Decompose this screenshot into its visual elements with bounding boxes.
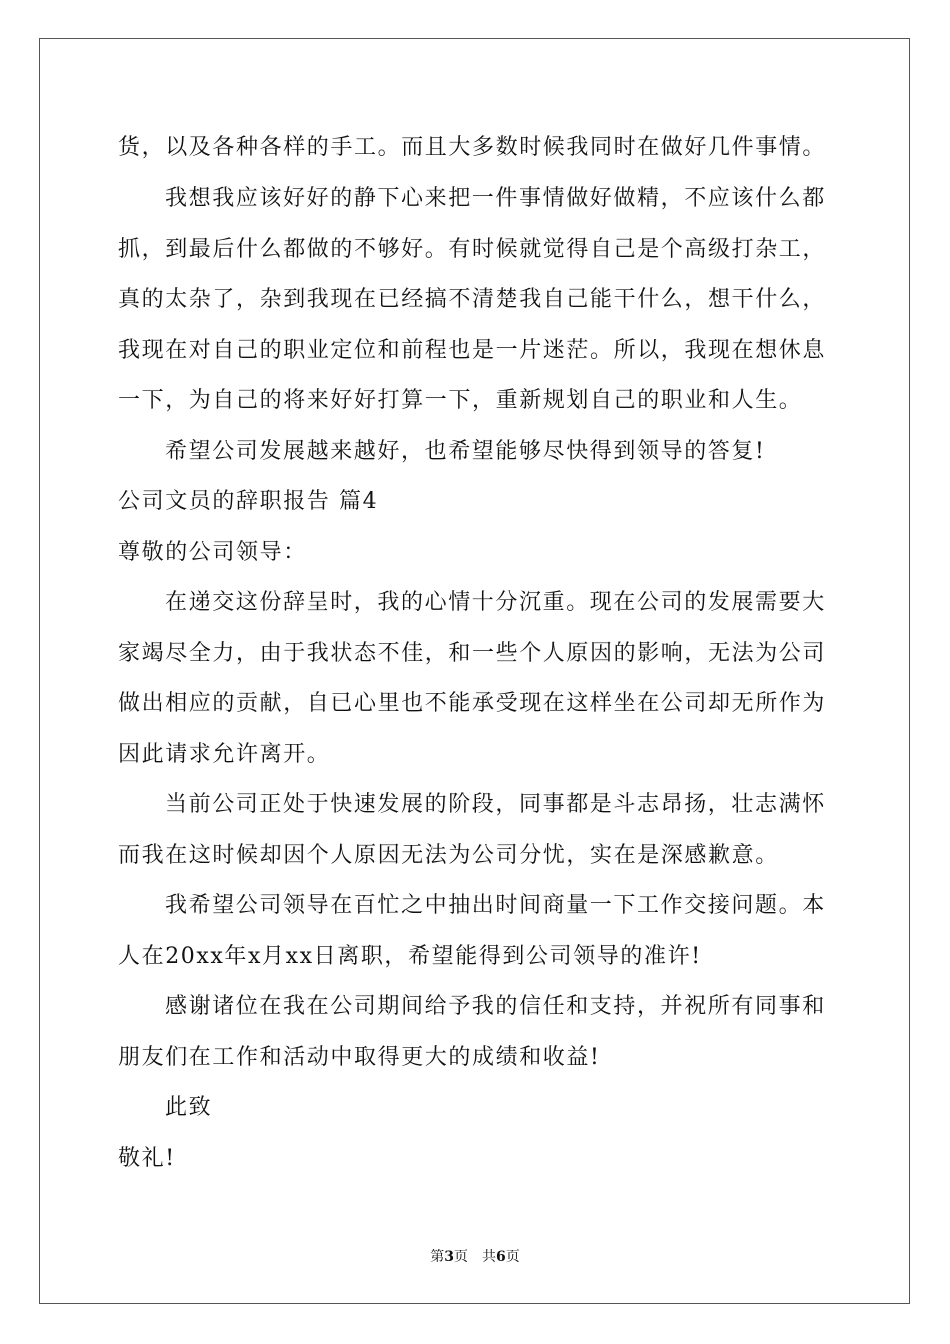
text-line: 朋友们在工作和活动中取得更大的成绩和收益! — [118, 1045, 601, 1070]
footer-mid: 页 共 — [454, 1249, 496, 1265]
text-line: 在递交这份辞呈时，我的心情十分沉重。现在公司的发展需要大 — [165, 590, 826, 615]
text-line: 一下，为自己的将来好好打算一下，重新规划自己的职业和人生。 — [118, 388, 803, 413]
text-line: 抓，到最后什么都做的不够好。有时候就觉得自己是个高级打杂工， — [118, 237, 827, 262]
total-page-count: 6 — [496, 1249, 506, 1265]
text-line: 人在20xx年x月xx日离职，希望能得到公司领导的准许! — [118, 944, 702, 969]
text-line: 做出相应的贡献，自已心里也不能承受现在这样坐在公司却无所作为 — [118, 691, 827, 716]
page-footer — [0, 1248, 950, 1266]
text-line: 我现在对自己的职业定位和前程也是一片迷茫。所以，我现在想休息 — [118, 338, 827, 363]
text-line: 当前公司正处于快速发展的阶段，同事都是斗志昂扬，壮志满怀 — [165, 792, 826, 817]
footer-suffix: 页 — [505, 1249, 520, 1265]
text-line: 感谢诸位在我在公司期间给予我的信任和支持，并祝所有同事和 — [165, 994, 826, 1019]
footer-prefix: 第 — [430, 1249, 445, 1265]
section-heading: 公司文员的辞职报告 篇4 — [118, 489, 379, 514]
text-line: 而我在这时候却因个人原因无法为公司分忧，实在是深感歉意。 — [118, 843, 779, 868]
text-line: 希望公司发展越来越好，也希望能够尽快得到领导的答复! — [165, 439, 766, 464]
closing-regards: 敬礼! — [118, 1146, 176, 1171]
current-page-number: 3 — [444, 1249, 454, 1265]
text-line: 因此请求允许离开。 — [118, 742, 331, 767]
text-line: 货，以及各种各样的手工。而且大多数时候我同时在做好几件事情。 — [118, 135, 827, 160]
salutation: 尊敬的公司领导： — [118, 540, 307, 565]
text-line: 真的太杂了，杂到我现在已经搞不清楚我自己能干什么，想干什么， — [118, 287, 827, 312]
text-line: 我希望公司领导在百忙之中抽出时间商量一下工作交接问题。本 — [165, 893, 826, 918]
text-line: 家竭尽全力，由于我状态不佳，和一些个人原因的影响，无法为公司 — [118, 641, 827, 666]
text-line: 我想我应该好好的静下心来把一件事情做好做精，不应该什么都 — [165, 186, 826, 211]
closing-line: 此致 — [165, 1095, 213, 1120]
